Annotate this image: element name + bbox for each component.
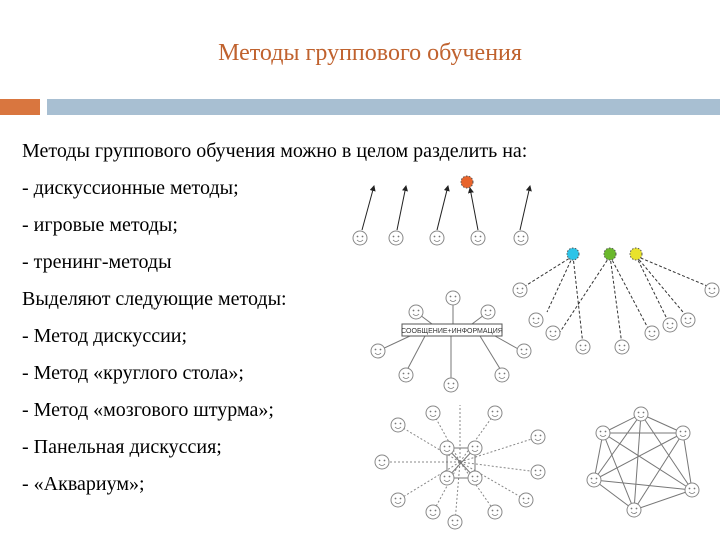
- list-item: - Метод дискуссии;: [22, 325, 188, 347]
- leader-node: [604, 248, 616, 260]
- list-item: - Панельная дискуссия;: [22, 436, 222, 458]
- multi-leader-diagram: [513, 248, 719, 354]
- list-item: - «Аквариум»;: [22, 473, 145, 495]
- intro-line: Методы группового обучения можно в целом разделить на:: [22, 140, 528, 162]
- brainstorm-diagram: [375, 405, 545, 529]
- list-item: - Метод «мозгового штурма»;: [22, 399, 274, 421]
- list-item: - Метод «круглого стола»;: [22, 362, 244, 384]
- message-star-diagram: [371, 291, 531, 392]
- list-item: - игровые методы;: [22, 214, 178, 236]
- list-item: - тренинг-методы: [22, 251, 172, 273]
- leader-node: [567, 248, 579, 260]
- list-item: - дискуссионные методы;: [22, 177, 239, 199]
- leader-node: [461, 176, 473, 188]
- subheading-line: Выделяют следующие методы:: [22, 288, 287, 310]
- all-channel-diagram: [587, 407, 699, 517]
- message-box-label: СООБЩЕНИЕ+ИНФОРМАЦИЯ: [401, 328, 503, 335]
- leader-node: [630, 248, 642, 260]
- slide-title: Методы группового обучения: [218, 40, 522, 66]
- one-way-diagram: [353, 176, 530, 245]
